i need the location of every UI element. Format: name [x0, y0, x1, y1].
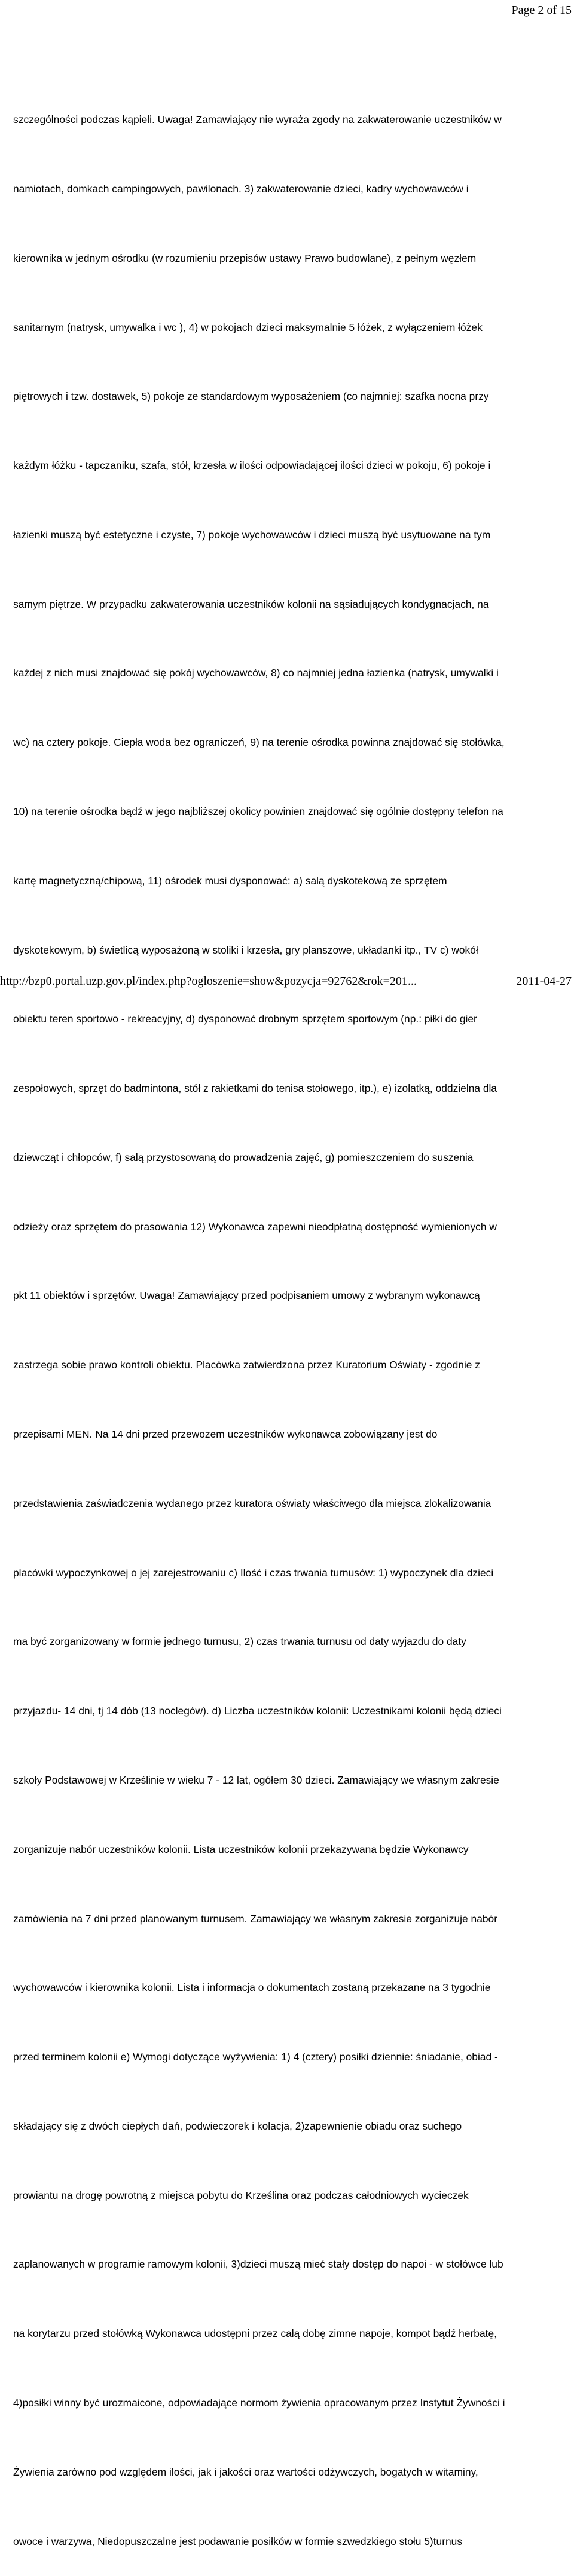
text-line: każdym łóżku - tapczaniku, szafa, stół, krzesła w ilości odpowiadającej ilości dzieci w pokoju, 6) pokoje i: [13, 460, 491, 472]
text-line: zamówienia na 7 dni przed planowanym turnusem. Zamawiający we własnym zakresie zorganizuje nabór: [13, 1912, 498, 1925]
text-line: piętrowych i tzw. dostawek, 5) pokoje ze standardowym wyposażeniem (co najmniej: szafka nocna przy: [13, 390, 489, 403]
text-line: zorganizuje nabór uczestników kolonii. Lista uczestników kolonii przekazywana będzie Wykonawcy: [13, 1843, 469, 1855]
text-line: wychowawców i kierownika kolonii. Lista i informacja o dokumentach zostaną przekazane na 3 tygodnie: [13, 1981, 491, 1994]
text-line: Żywienia zarówno pod względem ilości, jak i jakości oraz wartości odżywczych, bogatych w witaminy,: [13, 2465, 478, 2478]
text-line: zastrzega sobie prawo kontroli obiektu. Placówka zatwierdzona przez Kuratorium Oświaty - zgodnie z: [13, 1359, 481, 1371]
text-line: placówki wypoczynkowej o jej zarejestrowaniu c) Ilość i czas trwania turnusów: 1) wypoczynek dla dzieci: [13, 1566, 494, 1579]
text-line: obiektu teren sportowo - rekreacyjny, d) dysponować drobnym sprzętem sportowym (np.: piłki do gier: [13, 1013, 477, 1025]
text-line: przed terminem kolonii e) Wymogi dotyczące wyżywienia: 1) 4 (cztery) posiłki dziennie: śniadanie, obiad -: [13, 2051, 498, 2063]
text-line: namiotach, domkach campingowych, pawilonach. 3) zakwaterowanie dzieci, kadry wychowawców i: [13, 182, 469, 195]
text-line: zaplanowanych w programie ramowym kolonii, 3)dzieci muszą mieć stały dostęp do napoi - w stołówce lub: [13, 2258, 503, 2271]
text-line: prowiantu na drogę powrotną z miejsca pobytu do Krześlina oraz podczas całodniowych wycieczek: [13, 2189, 469, 2201]
text-line: łazienki muszą być estetyczne i czyste, 7) pokoje wychowawców i dzieci muszą być usytuowane na tym: [13, 528, 491, 541]
text-line: pkt 11 obiektów i sprzętów. Uwaga! Zamawiający przed podpisaniem umowy z wybranym wykonawcą: [13, 1289, 480, 1302]
text-line: szkoły Podstawowej w Krześlinie w wieku 7 - 12 lat, ogółem 30 dzieci. Zamawiający we własnym zakresie: [13, 1774, 499, 1786]
text-line: wc) na cztery pokoje. Ciepła woda bez ograniczeń, 9) na terenie ośrodka powinna znajdować się stołówka,: [13, 736, 505, 749]
text-line: 4)posiłki winny być urozmaicone, odpowiadające normom żywienia opracowanym przez Instytut Żywności i: [13, 2396, 505, 2409]
text-line: przedstawienia zaświadczenia wydanego przez kuratora oświaty właściwego dla miejsca zlokalizowania: [13, 1497, 491, 1509]
text-line: owoce i warzywa, Niedopuszczalne jest podawanie posiłków w formie szwedzkiego stołu 5)turnus: [13, 2535, 463, 2547]
print-date: 2011-04-27: [516, 975, 572, 988]
text-line: zespołowych, sprzęt do badmintona, stół z rakietkami do tenisa stołowego, itp.), e) izolatką, oddzielna dla: [13, 1082, 497, 1095]
text-line: samym piętrze. W przypadku zakwaterowania uczestników kolonii na sąsiadujących kondygnacjach, na: [13, 598, 489, 610]
text-line: każdej z nich musi znajdować się pokój wychowawców, 8) co najmniej jedna łazienka (natrysk, umywalki i: [13, 667, 499, 679]
text-line: przyjazdu- 14 dni, tj 14 dób (13 noclegów). d) Liczba uczestników kolonii: Uczestnikami kolonii będą dzieci: [13, 1705, 502, 1717]
text-line: sanitarnym (natrysk, umywalka i wc ), 4) w pokojach dzieci maksymalnie 5 łóżek, z wyłączeniem łóżek: [13, 321, 483, 333]
text-line: kierownika w jednym ośrodku (w rozumieniu przepisów ustawy Prawo budowlane), z pełnym węzłem: [13, 252, 477, 264]
text-line: składający się z dwóch ciepłych dań, podwieczorek i kolacja, 2)zapewnienie obiadu oraz suchego: [13, 2119, 462, 2132]
text-line: 10) na terenie ośrodka bądź w jego najbliższej okolicy powinien znajdować się ogólnie dostępny telefon na: [13, 805, 503, 817]
text-line: szczególności podczas kąpieli. Uwaga! Zamawiający nie wyraża zgody na zakwaterowanie uczestników w: [13, 114, 502, 126]
text-line: kartę magnetyczną/chipową, 11) ośrodek musi dysponować: a) salą dyskotekową ze sprzętem: [13, 874, 447, 887]
text-line: przepisami MEN. Na 14 dni przed przewozem uczestników wykonawca zobowiązany jest do: [13, 1428, 438, 1441]
page-footer: [0, 974, 572, 988]
source-url: http://bzp0.portal.uzp.gov.pl/index.php?ogloszenie=show&pozycja=92762&rok=201...: [0, 975, 417, 988]
text-line: dyskotekowym, b) świetlicą wyposażoną w stoliki i krzesła, gry planszowe, układanki itp., TV c) wokół: [13, 944, 478, 956]
page-number: Page 2 of 15: [511, 4, 572, 17]
text-line: dziewcząt i chłopców, f) salą przystosowaną do prowadzenia zajęć, g) pomieszczeniem do suszenia: [13, 1151, 474, 1163]
text-line: odzieży oraz sprzętem do prasowania 12) Wykonawca zapewni nieodpłatną dostępność wymienionych w: [13, 1220, 497, 1233]
document-body: [13, 62, 567, 2576]
text-line: ma być zorganizowany w formie jednego turnusu, 2) czas trwania turnusu od daty wyjazdu do daty: [13, 1635, 466, 1648]
text-line: na korytarzu przed stołówką Wykonawca udostępni przez całą dobę zimne napoje, kompot bądź herbatę,: [13, 2327, 497, 2340]
